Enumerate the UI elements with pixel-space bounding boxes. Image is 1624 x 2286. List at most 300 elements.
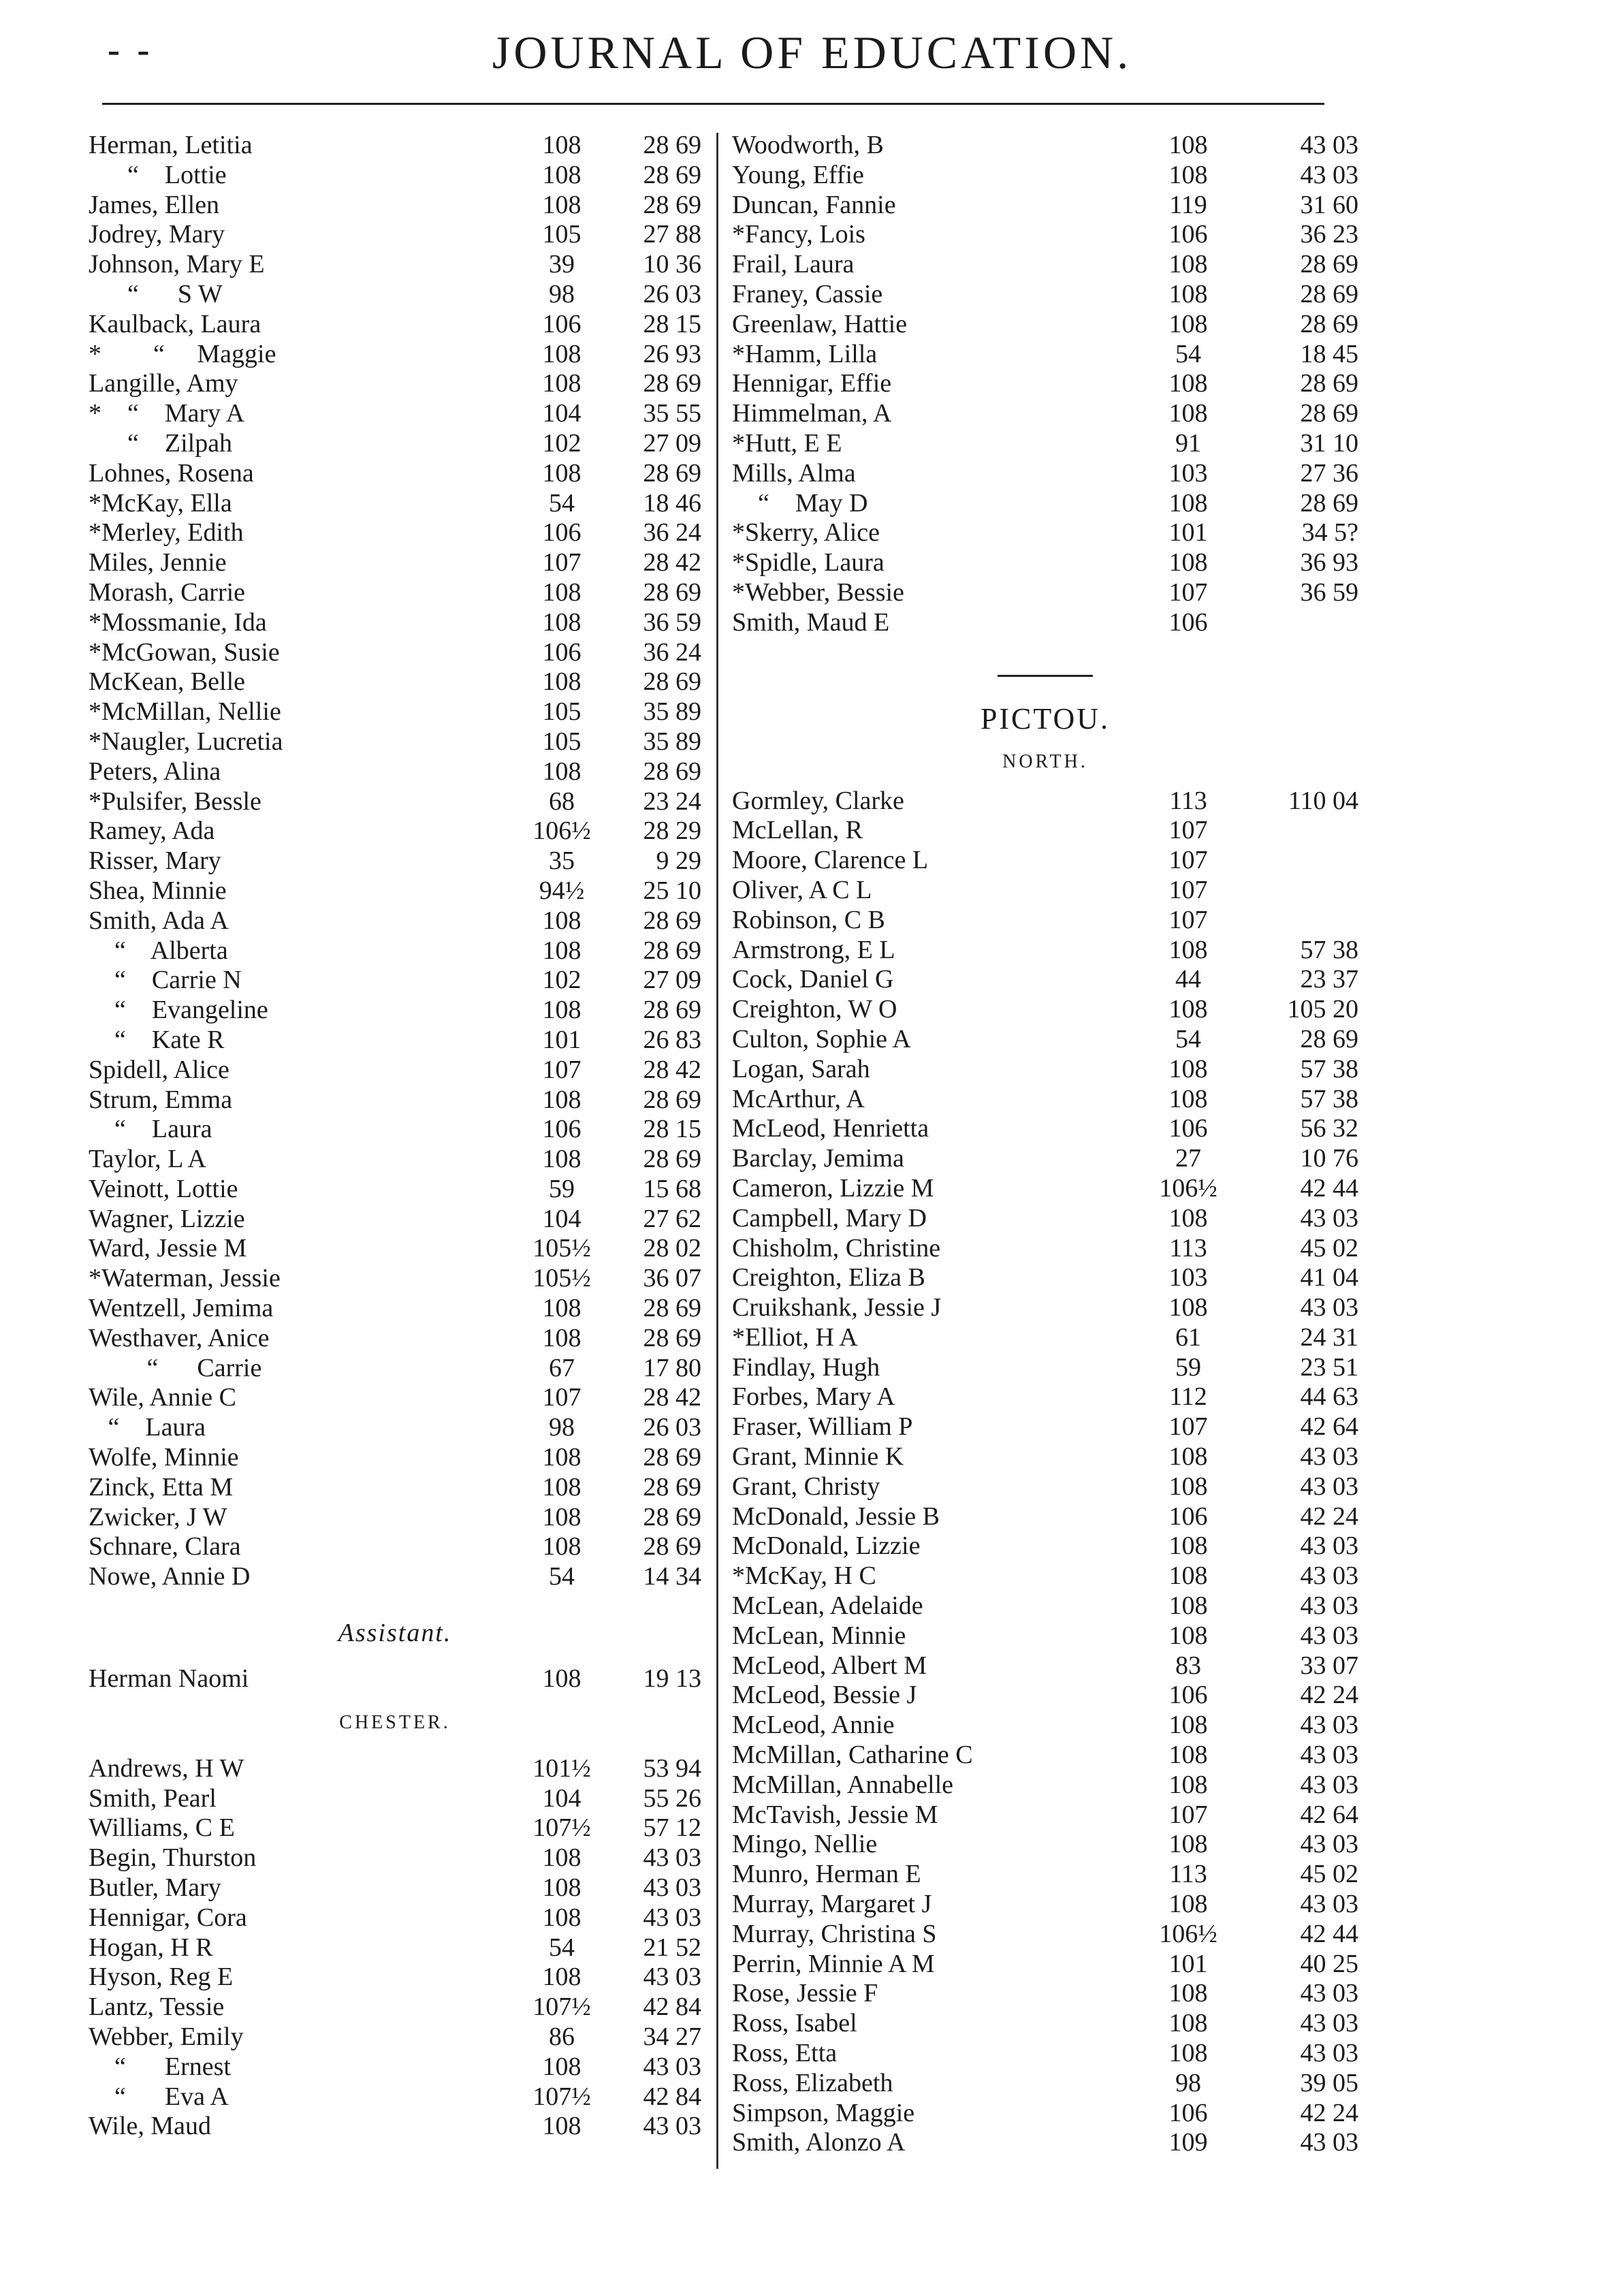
days-taught: 108 <box>1168 1531 1208 1561</box>
table-row <box>89 2022 701 2052</box>
days-taught: 107 <box>542 1383 582 1412</box>
teacher-name: Herman, Letitia <box>89 131 253 159</box>
grant-amount: 26 83 <box>643 1025 701 1054</box>
grant-amount: 40 25 <box>1300 1949 1358 1978</box>
days-taught: 39 <box>549 250 575 279</box>
days-taught: 108 <box>542 1873 582 1903</box>
days-taught: 113 <box>1169 1233 1207 1263</box>
days-taught: 108 <box>1168 1203 1208 1233</box>
grant-amount: 43 03 <box>1300 2128 1358 2157</box>
table-row <box>89 518 701 548</box>
days-taught: 98 <box>549 279 575 308</box>
table-row <box>89 966 701 996</box>
grant-amount: 57 38 <box>1300 1084 1358 1113</box>
grant-amount: 28 69 <box>643 131 701 159</box>
grant-amount: 34 27 <box>643 2022 701 2052</box>
teacher-name: Ross, Isabel <box>732 2009 857 2038</box>
grant-amount: 31 10 <box>1300 428 1358 458</box>
teacher-name: Veinott, Lottie <box>89 1174 238 1203</box>
table-row <box>732 518 1358 548</box>
table-row <box>732 2009 1358 2039</box>
grant-amount: 28 69 <box>643 577 701 607</box>
table-row <box>732 1890 1358 1920</box>
teacher-name: Frail, Laura <box>732 250 855 279</box>
days-taught: 108 <box>1168 1741 1208 1770</box>
teacher-name: Munro, Herman E <box>732 1860 921 1889</box>
table-row <box>732 1830 1358 1860</box>
teacher-name: *Spidle, Laura <box>732 548 885 577</box>
table-row <box>732 1950 1358 1980</box>
days-taught: 108 <box>542 190 582 219</box>
grant-amount: 43 03 <box>643 2112 701 2141</box>
table-row <box>732 906 1358 936</box>
grant-amount: 28 15 <box>643 309 701 338</box>
teacher-name: McLean, Adelaide <box>732 1591 923 1621</box>
days-taught: 106 <box>1168 220 1208 249</box>
table-row <box>89 1234 701 1264</box>
teacher-name: Lohnes, Rosena <box>89 458 254 488</box>
table-row <box>89 2082 701 2112</box>
days-taught: 108 <box>542 1443 582 1472</box>
teacher-name: * “ Maggie <box>89 339 276 368</box>
grant-amount: 43 03 <box>1300 1890 1358 1919</box>
grant-amount: 105 20 <box>1287 995 1358 1024</box>
grant-amount: 43 03 <box>1300 1531 1358 1561</box>
table-row <box>89 1205 701 1235</box>
days-taught: 108 <box>1168 309 1208 338</box>
teacher-name: Creighton, W O <box>732 995 897 1024</box>
grant-amount: 43 03 <box>1300 1979 1358 2008</box>
teacher-name: Webber, Emily <box>89 2022 244 2052</box>
chester-heading: CHESTER. <box>339 1711 451 1733</box>
days-taught: 106 <box>1168 2098 1208 2127</box>
teacher-name: Barclay, Jemima <box>732 1144 904 1173</box>
column-divider <box>716 133 718 2169</box>
table-row <box>732 1979 1358 2009</box>
grant-amount: 43 03 <box>1300 1561 1358 1591</box>
grant-amount: 28 69 <box>643 369 701 398</box>
table-row <box>732 1681 1358 1711</box>
table-row <box>89 1354 701 1384</box>
teacher-name: Grant, Christy <box>732 1472 880 1501</box>
grant-amount: 27 09 <box>643 966 701 995</box>
table-row <box>732 1651 1358 1681</box>
days-taught: 108 <box>542 1502 582 1531</box>
grant-amount: 23 37 <box>1300 965 1358 994</box>
grant-amount: 45 02 <box>1300 1860 1358 1889</box>
grant-amount: 18 46 <box>643 488 701 518</box>
days-taught: 105½ <box>532 1234 591 1263</box>
days-taught: 106 <box>1168 1681 1208 1710</box>
grant-amount: 44 63 <box>1300 1382 1358 1412</box>
grant-amount: 42 24 <box>1300 1502 1358 1531</box>
table-row <box>89 1055 701 1085</box>
days-taught: 108 <box>542 936 582 965</box>
teacher-name: Hennigar, Effie <box>732 369 892 398</box>
grant-amount: 42 44 <box>1300 1919 1358 1948</box>
teacher-name: Murray, Christina S <box>732 1919 937 1948</box>
days-taught: 107½ <box>532 1993 591 2022</box>
grant-amount: 43 03 <box>1300 1293 1358 1322</box>
grant-amount: 43 03 <box>1300 1621 1358 1650</box>
table-row <box>89 1473 701 1503</box>
table-row <box>89 1664 701 1694</box>
grant-amount: 43 03 <box>1300 1203 1358 1233</box>
teacher-name: Johnson, Mary E <box>89 250 265 279</box>
table-row <box>732 578 1358 608</box>
days-taught: 108 <box>1168 1711 1208 1740</box>
teacher-name: Gormley, Clarke <box>732 786 904 815</box>
teacher-name: Duncan, Fannie <box>732 190 896 219</box>
table-row <box>89 1145 701 1175</box>
right-column <box>732 131 1358 2158</box>
days-taught: 108 <box>542 339 582 368</box>
days-taught: 108 <box>1168 995 1208 1024</box>
table-row <box>732 399 1358 429</box>
table-row <box>89 310 701 340</box>
table-row <box>732 876 1358 906</box>
grant-amount: 28 69 <box>643 936 701 965</box>
days-taught: 68 <box>549 787 575 816</box>
table-row <box>732 1502 1358 1532</box>
teacher-name: Wagner, Lizzie <box>89 1204 245 1233</box>
days-taught: 54 <box>1175 1024 1201 1053</box>
grant-amount: 43 03 <box>1300 2009 1358 2038</box>
teacher-name: “ Eva A <box>89 2082 229 2111</box>
teacher-name: Risser, Mary <box>89 846 221 876</box>
grant-amount: 28 69 <box>1300 279 1358 308</box>
teacher-name: Wile, Annie C <box>89 1383 236 1412</box>
table-row <box>732 548 1358 578</box>
table-row <box>732 369 1358 399</box>
grant-amount: 28 02 <box>643 1234 701 1263</box>
grant-amount: 36 59 <box>643 607 701 637</box>
table-row <box>732 965 1358 995</box>
days-taught: 108 <box>1168 1054 1208 1083</box>
days-taught: 108 <box>542 1294 582 1323</box>
teacher-name: Westhaver, Anice <box>89 1323 270 1352</box>
table-row <box>89 2112 701 2142</box>
days-taught: 108 <box>542 458 582 488</box>
teacher-name: James, Ellen <box>89 190 220 219</box>
grant-amount: 14 34 <box>643 1562 701 1591</box>
teacher-name: “ Ernest <box>89 2052 231 2081</box>
table-row <box>89 1933 701 1963</box>
days-taught: 102 <box>542 428 582 458</box>
days-taught: 108 <box>1168 1770 1208 1799</box>
teacher-name: Ward, Jessie M <box>89 1234 247 1263</box>
days-taught: 107 <box>1168 1800 1208 1829</box>
table-row <box>89 1503 701 1533</box>
table-row <box>89 340 701 370</box>
days-taught: 108 <box>542 1664 582 1694</box>
journal-title: JOURNAL OF EDUCATION. <box>492 27 1132 78</box>
days-taught: 108 <box>542 1843 582 1873</box>
grant-amount: 110 04 <box>1288 786 1358 815</box>
days-taught: 108 <box>1168 160 1208 189</box>
days-taught: 108 <box>542 906 582 935</box>
table-row <box>732 1323 1358 1353</box>
days-taught: 106 <box>542 637 582 667</box>
grant-amount: 26 03 <box>643 279 701 308</box>
table-row <box>732 1055 1358 1085</box>
table-row <box>89 399 701 429</box>
table-row <box>89 161 701 191</box>
table-row <box>89 1784 701 1814</box>
teacher-name: *Elliot, H A <box>732 1322 858 1352</box>
grant-amount: 43 03 <box>643 2052 701 2081</box>
days-taught: 108 <box>1168 1561 1208 1591</box>
grant-amount: 27 88 <box>643 220 701 249</box>
days-taught: 106½ <box>532 816 591 846</box>
teacher-name: Williams, C E <box>89 1813 235 1843</box>
days-taught: 101½ <box>532 1753 591 1783</box>
teacher-name: Chisholm, Christine <box>732 1233 941 1263</box>
teacher-name: Young, Effie <box>732 160 864 189</box>
days-taught: 106 <box>1168 1114 1208 1143</box>
left-teacher-list <box>89 131 701 1592</box>
days-taught: 108 <box>1168 1472 1208 1501</box>
grant-amount: 10 36 <box>643 250 701 279</box>
grant-amount: 28 69 <box>643 1472 701 1502</box>
days-taught: 59 <box>1175 1352 1201 1382</box>
grant-amount: 25 10 <box>643 876 701 905</box>
table-row <box>732 2099 1358 2129</box>
table-row <box>89 1903 701 1933</box>
grant-amount: 28 69 <box>643 757 701 786</box>
grant-amount: 43 03 <box>1300 1591 1358 1621</box>
teacher-name: *Hutt, E E <box>732 428 842 458</box>
grant-amount: 19 13 <box>643 1664 701 1694</box>
grant-amount: 43 03 <box>643 1843 701 1873</box>
days-taught: 104 <box>542 1204 582 1233</box>
days-taught: 108 <box>542 1472 582 1502</box>
days-taught: 106 <box>542 518 582 547</box>
days-taught: 103 <box>1168 1263 1208 1292</box>
teacher-name: McMillan, Annabelle <box>732 1770 954 1799</box>
days-taught: 91 <box>1175 428 1201 458</box>
grant-amount: 45 02 <box>1300 1233 1358 1263</box>
teacher-name: *McMillan, Nellie <box>89 697 281 727</box>
teacher-name: Wolfe, Minnie <box>89 1443 239 1472</box>
teacher-name: McArthur, A <box>732 1084 865 1113</box>
days-taught: 108 <box>542 1532 582 1561</box>
table-row <box>89 1175 701 1205</box>
teacher-name: Jodrey, Mary <box>89 220 225 249</box>
teacher-name: Culton, Sophie A <box>732 1024 911 1053</box>
days-taught: 108 <box>542 577 582 607</box>
table-row <box>732 995 1358 1025</box>
table-row <box>89 131 701 161</box>
teacher-name: Mills, Alma <box>732 458 856 488</box>
table-row <box>89 1963 701 1993</box>
teacher-name: *Naugler, Lucretia <box>89 727 283 756</box>
table-row <box>732 2039 1358 2069</box>
grant-amount: 57 12 <box>643 1813 701 1843</box>
teacher-name: “ Laura <box>89 1413 206 1442</box>
table-row <box>89 220 701 250</box>
north-heading: NORTH. <box>1002 750 1088 772</box>
table-row <box>89 1294 701 1324</box>
days-taught: 67 <box>549 1353 575 1382</box>
days-taught: 108 <box>1168 2009 1208 2038</box>
teacher-name: “ Kate R <box>89 1025 225 1054</box>
table-row <box>732 1860 1358 1890</box>
days-taught: 107½ <box>532 1813 591 1843</box>
table-row <box>732 1771 1358 1800</box>
grant-amount: 43 03 <box>1300 1442 1358 1472</box>
teacher-name: Shea, Minnie <box>89 876 227 905</box>
teacher-name: *McKay, Ella <box>89 488 232 518</box>
days-taught: 108 <box>1168 548 1208 577</box>
teacher-name: McLeod, Bessie J <box>732 1681 917 1710</box>
grant-amount: 36 24 <box>643 637 701 667</box>
teacher-name: *Hamm, Lilla <box>732 339 878 368</box>
days-taught: 119 <box>1169 190 1207 219</box>
teacher-name: *Fancy, Lois <box>732 220 865 249</box>
grant-amount: 28 69 <box>1300 399 1358 428</box>
table-row <box>89 578 701 608</box>
grant-amount: 43 03 <box>1300 1472 1358 1501</box>
days-taught: 108 <box>1168 1293 1208 1322</box>
teacher-name: Woodworth, B <box>732 131 884 159</box>
table-row <box>89 906 701 936</box>
grant-amount: 17 80 <box>643 1353 701 1382</box>
table-row <box>89 369 701 399</box>
grant-amount: 43 03 <box>643 1903 701 1932</box>
table-row <box>732 250 1358 280</box>
page-number: - - <box>108 29 154 70</box>
teacher-name: Ramey, Ada <box>89 816 215 846</box>
teacher-name: Murray, Margaret J <box>732 1890 932 1919</box>
grant-amount: 42 24 <box>1300 2098 1358 2127</box>
teacher-name: Franey, Cassie <box>732 279 883 308</box>
teacher-name: Smith, Pearl <box>89 1783 217 1813</box>
teacher-name: Miles, Jennie <box>89 548 227 577</box>
days-taught: 54 <box>549 1933 575 1962</box>
grant-amount: 24 31 <box>1300 1322 1358 1352</box>
table-row <box>89 787 701 817</box>
teacher-name: Kaulback, Laura <box>89 309 261 338</box>
teacher-name: *Webber, Bessie <box>732 577 904 607</box>
days-taught: 105 <box>542 697 582 727</box>
teacher-name: Mingo, Nellie <box>732 1830 878 1859</box>
teacher-name: “ May D <box>732 488 868 518</box>
grant-amount: 43 03 <box>1300 1830 1358 1859</box>
days-taught: 102 <box>542 966 582 995</box>
teacher-name: *Skerry, Alice <box>732 518 880 547</box>
table-row <box>89 846 701 876</box>
grant-amount: 57 38 <box>1300 935 1358 964</box>
days-taught: 106 <box>1168 607 1208 637</box>
days-taught: 104 <box>542 1783 582 1813</box>
grant-amount: 53 94 <box>643 1753 701 1783</box>
days-taught: 44 <box>1175 965 1201 994</box>
days-taught: 107 <box>1168 1412 1208 1442</box>
table-row <box>89 608 701 638</box>
days-taught: 108 <box>1168 1591 1208 1621</box>
days-taught: 108 <box>1168 1084 1208 1113</box>
teacher-name: Smith, Alonzo A <box>732 2128 906 2157</box>
table-row <box>732 459 1358 489</box>
teacher-name: Smith, Ada A <box>89 906 229 935</box>
days-taught: 54 <box>549 1562 575 1591</box>
grant-amount: 26 03 <box>643 1413 701 1442</box>
teacher-name: Greenlaw, Hattie <box>732 309 908 338</box>
grant-amount: 28 69 <box>643 1085 701 1114</box>
table-row <box>89 816 701 846</box>
teacher-name: Findlay, Hugh <box>732 1352 880 1382</box>
teacher-name: Armstrong, E L <box>732 935 895 964</box>
grant-amount: 23 51 <box>1300 1352 1358 1382</box>
teacher-name: Peters, Alina <box>89 757 221 786</box>
days-taught: 107 <box>1168 875 1208 904</box>
days-taught: 108 <box>542 2112 582 2141</box>
teacher-name: Creighton, Eliza B <box>732 1263 925 1292</box>
grant-amount: 28 15 <box>643 1115 701 1144</box>
teacher-name: Perrin, Minnie A M <box>732 1949 935 1978</box>
teacher-name: *McKay, H C <box>732 1561 876 1591</box>
days-taught: 107 <box>1168 846 1208 875</box>
table-row <box>732 816 1358 846</box>
grant-amount: 43 03 <box>1300 131 1358 159</box>
days-taught: 101 <box>542 1025 582 1054</box>
grant-amount: 28 69 <box>643 667 701 697</box>
days-taught: 109 <box>1168 2128 1208 2157</box>
teacher-name: McKean, Belle <box>89 667 246 697</box>
grant-amount: 42 24 <box>1300 1681 1358 1710</box>
days-taught: 108 <box>1168 279 1208 308</box>
pictou-list <box>732 787 1358 2159</box>
grant-amount: 28 69 <box>643 1532 701 1561</box>
table-row <box>89 1813 701 1843</box>
teacher-name: Logan, Sarah <box>732 1054 870 1083</box>
days-taught: 94½ <box>539 876 585 905</box>
grant-amount: 43 03 <box>643 1963 701 1992</box>
table-row <box>89 1383 701 1413</box>
teacher-name: “ Zilpah <box>89 428 233 458</box>
table-row <box>732 1561 1358 1591</box>
teacher-name: “ Lottie <box>89 160 227 189</box>
grant-amount: 43 03 <box>1300 2039 1358 2068</box>
table-row <box>89 1026 701 1055</box>
assistant-heading: Assistant. <box>338 1619 452 1648</box>
days-taught: 108 <box>1168 488 1208 518</box>
grant-amount: 36 24 <box>643 518 701 547</box>
teacher-name: McMillan, Catharine C <box>732 1741 973 1770</box>
teacher-name: McDonald, Lizzie <box>732 1531 921 1561</box>
table-row <box>732 1025 1358 1055</box>
table-row <box>89 697 701 727</box>
days-taught: 108 <box>542 1145 582 1174</box>
grant-amount: 41 04 <box>1300 1263 1358 1292</box>
table-row <box>89 250 701 280</box>
grant-amount: 35 89 <box>643 727 701 756</box>
days-taught: 108 <box>1168 1442 1208 1472</box>
teacher-name: McLeod, Annie <box>732 1711 895 1740</box>
grant-amount: 28 69 <box>1300 250 1358 279</box>
teacher-name: McLellan, R <box>732 816 863 845</box>
days-taught: 108 <box>542 131 582 159</box>
grant-amount: 28 69 <box>643 1323 701 1352</box>
teacher-name: Langille, Amy <box>89 369 238 398</box>
days-taught: 108 <box>542 2052 582 2081</box>
teacher-name: * “ Mary A <box>89 399 245 428</box>
chester-list <box>89 1754 701 2142</box>
days-taught: 107 <box>1168 816 1208 845</box>
grant-amount: 43 03 <box>1300 1741 1358 1770</box>
days-taught: 108 <box>542 369 582 398</box>
